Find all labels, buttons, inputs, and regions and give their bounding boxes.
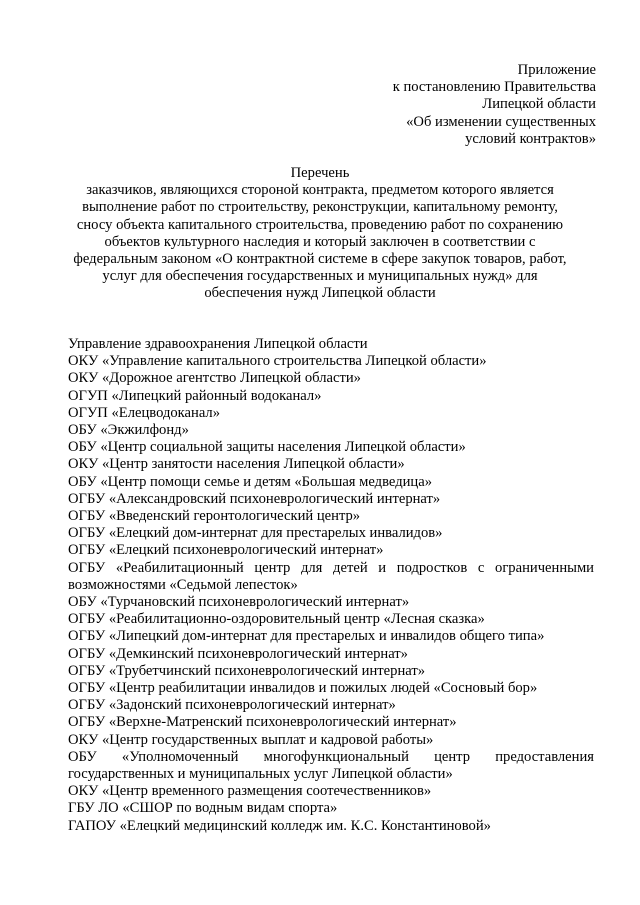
- customer-item: ОКУ «Центр временного размещения соотечественников»: [68, 783, 432, 800]
- customer-item: ОГБУ «Елецкий дом-интернат для престарелых инвалидов»: [68, 525, 443, 542]
- customer-item: ОБУ «Экжилфонд»: [68, 422, 189, 439]
- customer-item: ОКУ «Дорожное агентство Липецкой области»: [68, 370, 361, 387]
- customer-item: ОГБУ «Липецкий дом-интернат для престарелых и инвалидов общего типа»: [68, 628, 545, 645]
- appendix-line: «Об изменении существенных: [406, 113, 596, 130]
- customer-item: ГБУ ЛО «СШОР по водным видам спорта»: [68, 800, 338, 817]
- heading-line: федеральным законом «О контрактной системе в сфере закупок товаров, работ,: [73, 251, 567, 268]
- heading-line: обеспечения нужд Липецкой области: [204, 285, 436, 302]
- appendix-block: [393, 62, 596, 148]
- list-heading: [60, 165, 580, 303]
- appendix-line: Приложение: [517, 62, 596, 78]
- customer-item: ОКУ «Центр занятости населения Липецкой области»: [68, 456, 405, 473]
- customer-item: ОГБУ «Задонский психоневрологический интернат»: [68, 697, 396, 714]
- customer-item: ОКУ «Управление капитального строительства Липецкой области»: [68, 353, 487, 370]
- appendix-line: к постановлению Правительства: [392, 79, 596, 96]
- customer-item: ОГБУ «Введенский геронтологический центр»: [68, 508, 361, 525]
- customer-item: ОГБУ «Елецкий психоневрологический интернат»: [68, 542, 384, 559]
- customer-item: Управление здравоохранения Липецкой области: [68, 336, 368, 352]
- heading-line: услуг для обеспечения государственных и муниципальных нужд» для: [102, 268, 538, 285]
- customer-item: ОГУП «Липецкий районный водоканал»: [68, 387, 322, 404]
- customer-list: [68, 336, 594, 835]
- heading-title: Перечень: [290, 165, 350, 181]
- customer-item: ОГБУ «Трубетчинский психоневрологический интернат»: [68, 662, 426, 679]
- customer-item: ОГБУ «Реабилитационно-оздоровительный центр «Лесная сказка»: [68, 611, 485, 628]
- heading-line: заказчиков, являющихся стороной контракта, предметом которого является: [86, 182, 554, 199]
- heading-line: сносу объекта капитального строительства, проведению работ по сохранению: [76, 216, 564, 233]
- customer-item: ОКУ «Центр государственных выплат и кадровой работы»: [68, 731, 434, 748]
- customer-item: ОГБУ «Верхне-Матренский психоневрологический интернат»: [68, 714, 457, 731]
- appendix-line: условий контрактов»: [465, 130, 596, 147]
- customer-item: ОГБУ «Демкинский психоневрологический интернат»: [68, 645, 408, 662]
- customer-item: ОГБУ «Центр реабилитации инвалидов и пожилых людей «Сосновый бор»: [68, 680, 538, 697]
- appendix-line: Липецкой области: [482, 96, 596, 113]
- customer-item: ОБУ «Центр помощи семье и детям «Большая медведица»: [68, 473, 433, 490]
- customer-item: ОГБУ «Александровский психоневрологический интернат»: [68, 490, 441, 507]
- customer-item: ОБУ «Турчановский психоневрологический интернат»: [68, 594, 410, 611]
- heading-line: выполнение работ по строительству, реконструкции, капитальному ремонту,: [82, 199, 558, 216]
- heading-line: объектов культурного наследия и который заключен в соответствии с: [104, 233, 536, 250]
- customer-item: ОГБУ «Реабилитационный центр для детей и подростков с ограниченными возможностями «Седьмой лепесток»: [68, 559, 594, 593]
- customer-item: ГАПОУ «Елецкий медицинский колледж им. К.С. Константиновой»: [68, 817, 491, 834]
- customer-item: ОГУП «Елецводоканал»: [68, 404, 221, 421]
- customer-item: ОБУ «Центр социальной защиты населения Липецкой области»: [68, 439, 466, 456]
- customer-item: ОБУ «Уполномоченный многофункциональный центр предоставления государственных и муниципальных услуг Липецкой области»: [68, 748, 594, 783]
